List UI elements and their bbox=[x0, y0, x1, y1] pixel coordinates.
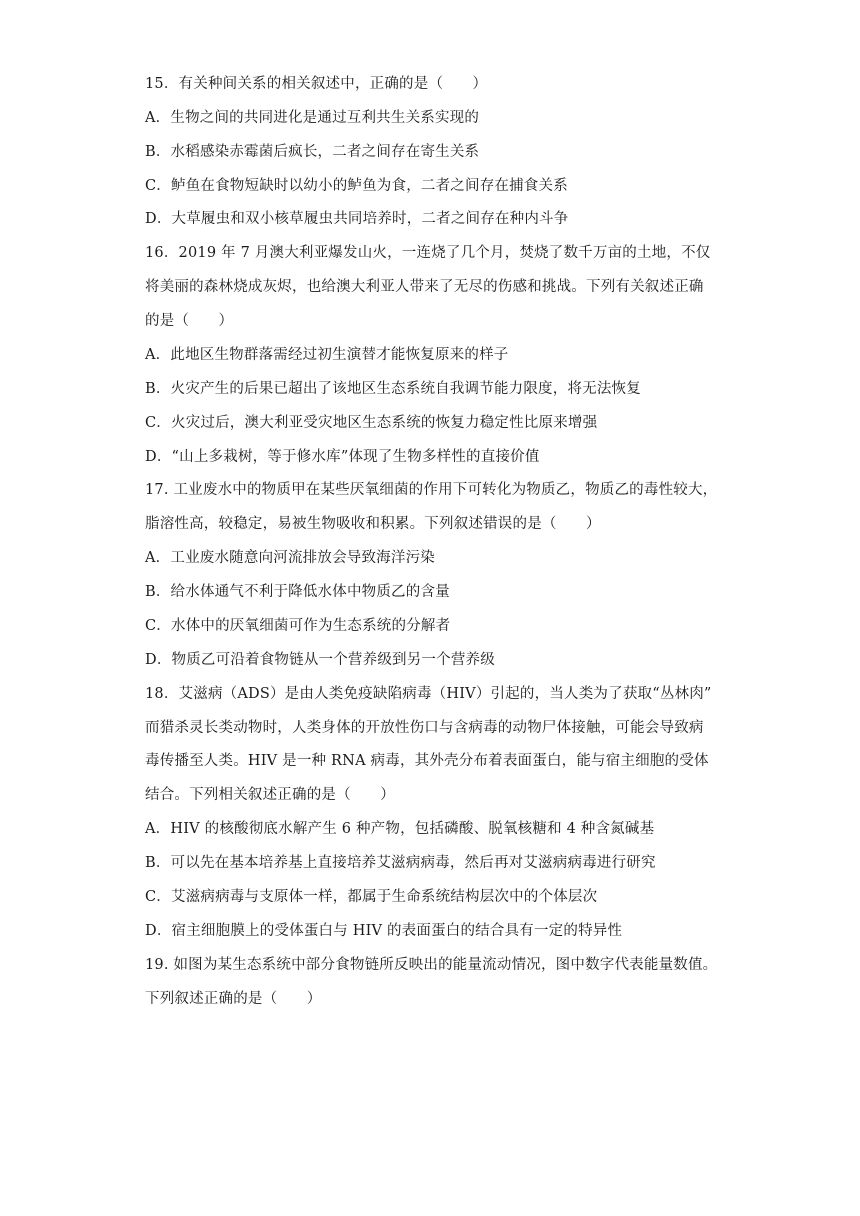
question-18-option-d: D．宿主细胞膜上的受体蛋白与 HIV 的表面蛋白的结合具有一定的特异性 bbox=[145, 923, 623, 939]
question-16-stem-line-2: 将美丽的森林烧成灰烬，也给澳大利亚人带来了无尽的伤感和挑战。下列有关叙述正确 bbox=[145, 279, 704, 295]
question-16-option-d: D．“山上多栽树，等于修水库”体现了生物多样性的直接价值 bbox=[145, 449, 540, 465]
question-18-option-b: B．可以先在基本培养基上直接培养艾滋病病毒，然后再对艾滋病病毒进行研究 bbox=[145, 855, 656, 871]
question-17-stem-line-2: 脂溶性高，较稳定，易被生物吸收和积累。下列叙述错误的是（ ） bbox=[145, 516, 601, 532]
question-17-option-a: A．工业废水随意向河流排放会导致海洋污染 bbox=[145, 550, 435, 566]
question-18-stem-line-4: 结合。下列相关叙述正确的是（ ） bbox=[145, 787, 395, 803]
question-15-option-b: B．水稻感染赤霉菌后疯长，二者之间存在寄生关系 bbox=[145, 144, 480, 160]
question-15-option-c: C．鲈鱼在食物短缺时以幼小的鲈鱼为食，二者之间存在捕食关系 bbox=[145, 178, 568, 194]
question-15-stem: 15．有关种间关系的相关叙述中，正确的是（ ） bbox=[145, 76, 488, 92]
question-15-option-a: A．生物之间的共同进化是通过互利共生关系实现的 bbox=[145, 110, 480, 126]
question-15-option-d: D．大草履虫和双小核草履虫共同培养时，二者之间存在种内斗争 bbox=[145, 211, 569, 227]
question-16-option-a: A．此地区生物群落需经过初生演替才能恢复原来的样子 bbox=[145, 347, 509, 363]
question-19-stem-line-2: 下列叙述正确的是（ ） bbox=[145, 991, 322, 1007]
question-16-stem-line-3: 的是（ ） bbox=[145, 313, 234, 329]
question-18-option-c: C．艾滋病病毒与支原体一样，都属于生命系统结构层次中的个体层次 bbox=[145, 889, 598, 905]
question-17-option-d: D．物质乙可沿着食物链从一个营养级到另一个营养级 bbox=[145, 652, 495, 668]
question-17-stem-line-1: 17. 工业废水中的物质甲在某些厌氧细菌的作用下可转化为物质乙，物质乙的毒性较大， bbox=[145, 482, 718, 498]
question-17-option-b: B．给水体通气不利于降低水体中物质乙的含量 bbox=[145, 584, 450, 600]
question-19-stem-line-1: 19. 如图为某生态系统中部分食物链所反映出的能量流动情况，图中数字代表能量数值。 bbox=[145, 957, 718, 973]
question-16-option-b: B．火灾产生的后果已超出了该地区生态系统自我调节能力限度，将无法恢复 bbox=[145, 381, 641, 397]
question-18-option-a: A．HIV 的核酸彻底水解产生 6 种产物，包括磷酸、脱氧核糖和 4 种含氮碱基 bbox=[145, 821, 655, 837]
question-18-stem-line-3: 毒传播至人类。HIV 是一种 RNA 病毒，其外壳分布着表面蛋白，能与宿主细胞的受体 bbox=[145, 753, 709, 769]
question-18-stem-line-2: 而猎杀灵长类动物时，人类身体的开放性伤口与含病毒的动物尸体接触，可能会导致病 bbox=[145, 720, 704, 736]
question-16-stem-line-1: 16．2019 年 7 月澳大利亚爆发山火，一连烧了几个月，焚烧了数千万亩的土地，不仅 bbox=[145, 245, 711, 261]
question-18-stem-line-1: 18．艾滋病（ADS）是由人类免疫缺陷病毒（HIV）引起的，当人类为了获取“丛林肉” bbox=[145, 686, 712, 702]
question-16-option-c: C．火灾过后，澳大利亚受灾地区生态系统的恢复力稳定性比原来增强 bbox=[145, 415, 598, 431]
question-17-option-c: C．水体中的厌氧细菌可作为生态系统的分解者 bbox=[145, 618, 451, 634]
